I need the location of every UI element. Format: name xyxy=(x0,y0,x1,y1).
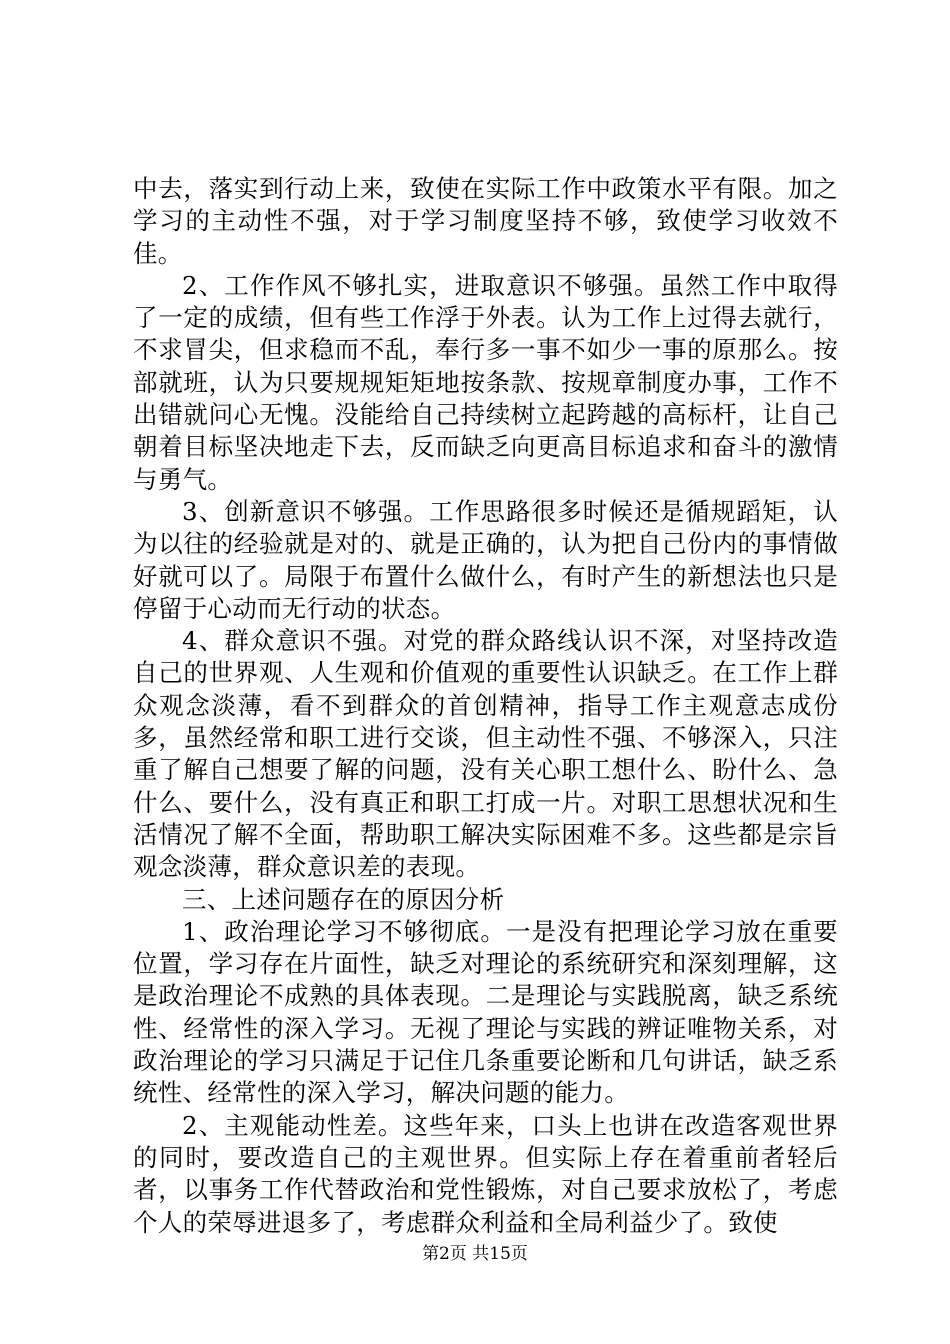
document-body xyxy=(133,173,838,1239)
paragraph-mass-awareness: 4、群众意识不强。对党的群众路线认识不深，对坚持改造自己的世界观、人生观和价值观的重要性认识缺乏。在工作上群众观念淡薄，看不到群众的首创精神，指导工作主观意志成份多，虽然经常和职工进行交谈，但主动性不强、不够深入，只注重了解自己想要了解的问题，没有关心职工想什么、盼什么、急什么、要什么，没有真正和职工打成一片。对职工思想状况和生活情况了解不全面，帮助职工解决实际困难不多。这些都是宗旨观念淡薄，群众意识差的表现。 xyxy=(133,626,838,882)
paragraph-continuation: 中去，落实到行动上来，致使在实际工作中政策水平有限。加之学习的主动性不强，对于学习制度坚持不够，致使学习收效不佳。 xyxy=(133,174,838,268)
paragraph-innovation: 3、创新意识不够强。工作思路很多时候还是循规蹈矩，认为以往的经验就是对的、就是正确的，认为把自己份内的事情做好就可以了。局限于布置什么做什么，有时产生的新想法也只是停留于心动而无行动的状态。 xyxy=(133,496,838,623)
paragraph-political-theory: 1、政治理论学习不够彻底。一是没有把理论学习放在重要位置，学习存在片面性，缺乏对理论的系统研究和深刻理解，这是政治理论不成熟的具体表现。二是理论与实践脱离，缺乏系统性、经常性的深入学习。无视了理论与实践的辨证唯物关系，对政治理论的学习只满足于记住几条重要论断和几句讲话，缺乏系统性、经常性的深入学习，解决问题的能力。 xyxy=(133,916,838,1108)
page-number-footer: 第2页 共15页 xyxy=(422,1244,528,1264)
section-heading-cause-analysis: 三、上述问题存在的原因分析 xyxy=(182,884,505,914)
paragraph-work-style: 2、工作作风不够扎实，进取意识不够强。虽然工作中取得了一定的成绩，但有些工作浮于外表。认为工作上过得去就行，不求冒尖，但求稳而不乱，奉行多一事不如少一事的原那么。按部就班，认为只要规规矩矩地按条款、按规章制度办事，工作不出错就问心无愧。没能给自己持续树立起跨越的高标杆，让自己朝着目标坚决地走下去，反而缺乏向更高目标追求和奋斗的激情与勇气。 xyxy=(133,270,838,494)
paragraph-subjective-initiative: 2、主观能动性差。这些年来，口头上也讲在改造客观世界的同时，要改造自己的主观世界。但实际上存在着重前者轻后者，以事务工作代替政治和党性锻炼，对自己要求放松了，考虑个人的荣辱进退多了，考虑群众利益和全局利益少了。致使 xyxy=(133,1110,838,1237)
